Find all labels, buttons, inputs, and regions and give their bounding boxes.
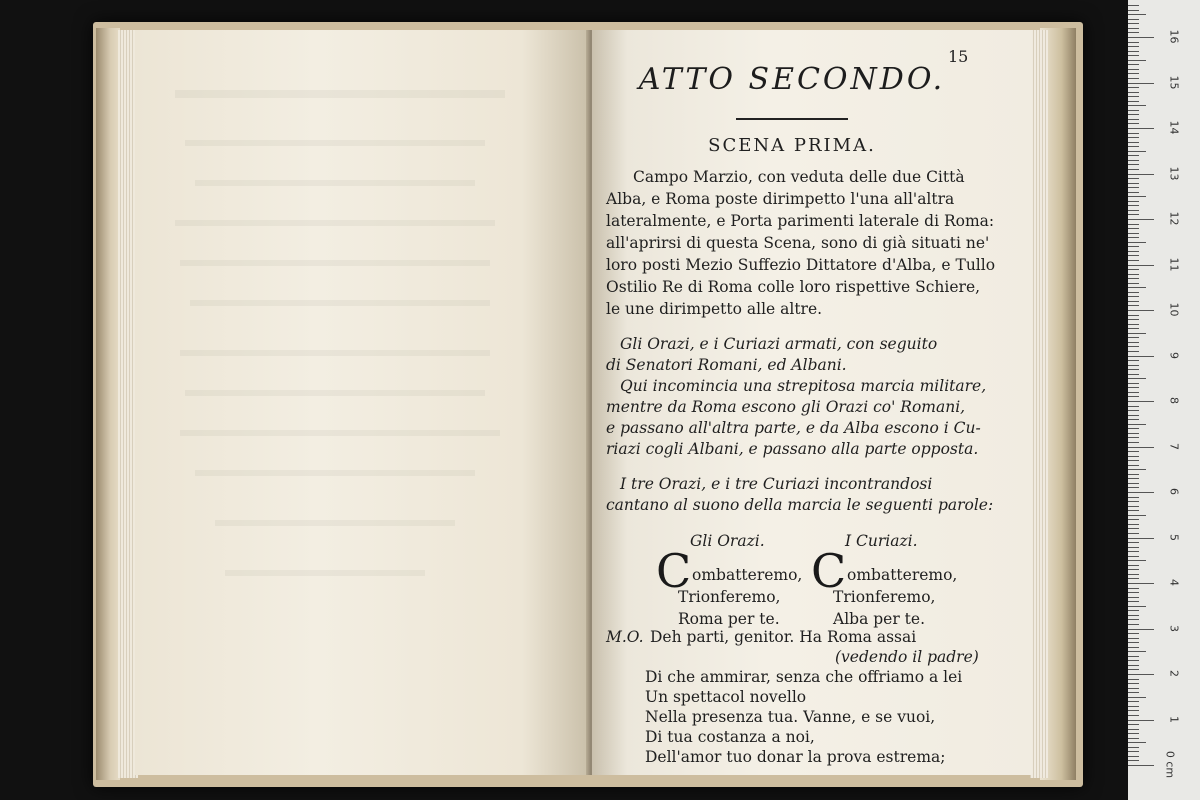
ruler-tick (1128, 137, 1139, 138)
lyric-line-left: ombatteremo, (692, 566, 803, 584)
ruler-tick (1128, 619, 1139, 620)
ruler-tick (1128, 142, 1139, 143)
ruler-label: 3 (1167, 624, 1181, 632)
ruler-tick (1128, 638, 1139, 639)
ruler-tick (1128, 528, 1139, 529)
ruler-tick (1128, 647, 1139, 648)
ruler-tick (1128, 83, 1154, 84)
ruler-tick (1128, 360, 1139, 361)
left-page (135, 30, 590, 775)
ruler-tick (1128, 10, 1139, 11)
ruler-label: 11 (1167, 257, 1181, 271)
ruler-tick (1128, 69, 1139, 70)
stage-line: mentre da Roma escono gli Orazi co' Romani, (606, 398, 966, 416)
ruler-tick (1128, 233, 1139, 234)
ruler-tick (1128, 592, 1139, 593)
ruler-tick (1128, 87, 1139, 88)
ruler-tick (1128, 683, 1139, 684)
ruler-tick (1128, 756, 1139, 757)
ruler-tick (1128, 492, 1154, 493)
ruler-tick (1128, 629, 1154, 630)
ruler-tick (1128, 701, 1139, 702)
ruler-tick (1128, 506, 1139, 507)
stage-line: riazi cogli Albani, e passano alla parte opposta. (606, 440, 979, 458)
ruler-tick (1128, 146, 1139, 147)
ruler-tick (1128, 710, 1139, 711)
ruler-tick (1128, 51, 1139, 52)
ruler-tick (1128, 210, 1139, 211)
ruler-tick (1128, 524, 1139, 525)
ruler-label: 13 (1167, 166, 1181, 180)
speaker-label: M.O. (606, 628, 644, 646)
ruler-tick (1128, 37, 1154, 38)
ruler-tick (1128, 378, 1146, 379)
ruler-tick (1128, 751, 1139, 752)
ruler-tick (1128, 19, 1139, 20)
lyric-line-right: Alba per te. (833, 610, 926, 628)
title-rule (736, 118, 848, 120)
ruler-label (1168, 0, 1181, 1)
ruler-tick (1128, 114, 1139, 115)
ruler-tick (1128, 123, 1139, 124)
ruler-tick (1128, 242, 1146, 243)
ruler-tick (1128, 738, 1139, 739)
ruler-tick (1128, 733, 1139, 734)
ruler-tick (1128, 269, 1139, 270)
ruler-tick (1128, 656, 1139, 657)
ruler-tick (1128, 96, 1139, 97)
ruler-tick (1128, 547, 1139, 548)
ruler-label: 6 (1167, 488, 1181, 495)
ruler-tick (1128, 310, 1154, 311)
page-stack-right (1030, 30, 1048, 778)
act-title: ATTO SECONDO. (638, 62, 946, 97)
ruler-tick (1128, 456, 1139, 457)
ruler-tick (1128, 729, 1139, 730)
ruler-tick (1128, 246, 1139, 247)
ruler-tick (1128, 296, 1139, 297)
ruler-tick (1128, 328, 1139, 329)
ruler-tick (1128, 60, 1146, 61)
ruler-tick (1128, 155, 1139, 156)
ruler-label: 15 (1167, 75, 1181, 89)
ruler-tick (1128, 178, 1139, 179)
ruler-tick (1128, 174, 1154, 175)
speech-line: Un spettacol novello (645, 688, 807, 706)
ruler-tick (1128, 315, 1139, 316)
ruler-tick (1128, 164, 1139, 165)
ruler-tick (1128, 64, 1139, 65)
ruler-tick (1128, 42, 1139, 43)
ruler-tick (1128, 292, 1139, 293)
ruler-label: 16 (1167, 29, 1181, 44)
scene-heading: SCENA PRIMA. (708, 135, 876, 156)
ruler-tick (1128, 319, 1139, 320)
ruler-tick (1128, 128, 1154, 129)
ruler-tick (1128, 447, 1154, 448)
description-line: Campo Marzio, con veduta delle due Città (633, 168, 965, 186)
ruler-tick (1128, 665, 1139, 666)
ruler-tick (1128, 410, 1139, 411)
ruler-label: 5 (1167, 533, 1181, 541)
ruler-tick (1128, 424, 1146, 425)
ruler-label: 12 (1167, 211, 1181, 226)
ruler-tick (1128, 560, 1146, 561)
drop-cap-right: C (811, 544, 847, 598)
speech-line: Dell'amor tuo donar la prova estrema; (645, 748, 946, 766)
march-line: cantano al suono della marcia le seguenti parole: (606, 496, 994, 514)
ruler-tick (1128, 365, 1139, 366)
stage-direction: (vedendo il padre) (835, 648, 979, 666)
ruler-tick (1128, 510, 1139, 511)
ruler-tick (1128, 569, 1139, 570)
ruler-tick (1128, 196, 1146, 197)
ruler-label: 10 (1167, 302, 1181, 317)
ruler-tick (1128, 497, 1139, 498)
ruler-tick (1128, 487, 1139, 488)
ruler-label: 8 (1167, 397, 1181, 404)
ruler-tick (1128, 28, 1139, 29)
ruler-tick (1128, 642, 1139, 643)
ruler-tick (1128, 519, 1139, 520)
ruler-tick (1128, 32, 1139, 33)
ruler-tick (1128, 419, 1139, 420)
ruler-tick (1128, 660, 1139, 661)
ruler-tick (1128, 551, 1139, 552)
speech-line: Di che ammirar, senza che offriamo a lei (645, 668, 963, 686)
ruler-tick (1128, 669, 1139, 670)
ruler-tick (1128, 396, 1139, 397)
ruler-tick (1128, 46, 1139, 47)
ruler-tick (1128, 583, 1154, 584)
description-line: Alba, e Roma poste dirimpetto l'una all'altra (606, 190, 955, 208)
ruler-tick (1128, 305, 1139, 306)
stage-line: Qui incomincia una strepitosa marcia militare, (620, 377, 987, 395)
lyric-line-right: Trionferemo, (833, 588, 936, 606)
ruler-tick (1128, 760, 1139, 761)
ruler-tick (1128, 265, 1154, 266)
ruler-tick (1128, 715, 1139, 716)
drop-cap-left: C (656, 544, 692, 598)
ruler-tick (1128, 55, 1139, 56)
ruler-tick (1128, 387, 1139, 388)
ruler-tick (1128, 205, 1139, 206)
ruler-label: 4 (1167, 579, 1181, 586)
ruler-tick (1128, 383, 1139, 384)
column-head-curiazi: I Curiazi. (845, 532, 918, 550)
ruler-tick (1128, 283, 1139, 284)
ruler-tick (1128, 601, 1139, 602)
ruler-tick (1128, 14, 1146, 15)
ruler-tick (1128, 192, 1139, 193)
lyric-line-left: Roma per te. (678, 610, 780, 628)
ruler-tick (1128, 692, 1139, 693)
ruler-tick (1128, 201, 1139, 202)
ruler-tick (1128, 23, 1139, 24)
ruler-tick (1128, 92, 1139, 93)
ruler-tick (1128, 255, 1139, 256)
ruler-tick (1128, 105, 1146, 106)
ruler-tick (1128, 538, 1154, 539)
ruler-tick (1128, 110, 1139, 111)
ruler-tick (1128, 374, 1139, 375)
ruler-tick (1128, 369, 1139, 370)
ruler-tick (1128, 556, 1139, 557)
ruler-tick (1128, 187, 1139, 188)
ruler-tick (1128, 578, 1139, 579)
ruler-tick (1128, 333, 1146, 334)
march-line: I tre Orazi, e i tre Curiazi incontrandosi (620, 475, 933, 493)
column-head-orazi: Gli Orazi. (690, 532, 765, 550)
ruler-tick (1128, 183, 1139, 184)
ruler-tick (1128, 278, 1139, 279)
ruler-tick (1128, 337, 1139, 338)
ruler-tick (1128, 574, 1139, 575)
ruler-tick (1128, 214, 1139, 215)
lyric-line-left: Trionferemo, (678, 588, 781, 606)
ruler-tick (1128, 465, 1139, 466)
ruler-tick (1128, 169, 1139, 170)
cover-edge-left (96, 28, 120, 780)
ruler-tick (1128, 597, 1139, 598)
ruler-tick (1128, 73, 1139, 74)
ruler-tick (1128, 324, 1139, 325)
description-line: loro posti Mezio Suffezio Dittatore d'Alba, e Tullo (606, 256, 996, 274)
ruler-tick (1128, 515, 1146, 516)
ruler-tick (1128, 260, 1139, 261)
ruler-tick (1128, 251, 1139, 252)
description-line: Ostilio Re di Roma colle loro rispettive Schiere, (606, 278, 981, 296)
stage-line: e passano all'altra parte, e da Alba escono i Cu- (606, 419, 981, 437)
ruler-tick (1128, 706, 1139, 707)
ruler-tick (1128, 133, 1139, 134)
stage-line: di Senatori Romani, ed Albani. (606, 356, 847, 374)
ruler-tick (1128, 342, 1139, 343)
ruler-tick (1128, 406, 1139, 407)
ruler-label: 14 (1167, 120, 1181, 135)
ruler-tick (1128, 474, 1139, 475)
lyric-line-right: ombatteremo, (847, 566, 958, 584)
ruler-label: 9 (1167, 351, 1181, 359)
description-line: lateralmente, e Porta parimenti laterale di Roma: (606, 212, 995, 230)
ruler-tick (1128, 469, 1146, 470)
ruler-tick (1128, 160, 1139, 161)
ruler-tick (1128, 119, 1139, 120)
ruler-tick (1128, 401, 1154, 402)
ruler-tick (1128, 224, 1139, 225)
ruler-tick (1128, 720, 1154, 721)
ruler-tick (1128, 78, 1139, 79)
ruler-tick (1128, 237, 1139, 238)
ruler-tick (1128, 274, 1139, 275)
ruler-tick (1128, 610, 1139, 611)
description-line: all'aprirsi di questa Scena, sono di già situati ne' (606, 234, 990, 252)
ruler-tick (1128, 688, 1139, 689)
ruler-tick (1128, 674, 1154, 675)
ruler-tick (1128, 346, 1139, 347)
ruler-tick (1128, 451, 1139, 452)
ruler-tick (1128, 606, 1146, 607)
ruler-tick (1128, 415, 1139, 416)
ruler-label: 1 (1167, 715, 1181, 723)
ruler-tick (1128, 442, 1139, 443)
ruler-tick (1128, 5, 1139, 6)
ruler-tick (1128, 151, 1146, 152)
speech-line: Di tua costanza a noi, (645, 728, 815, 746)
ruler-tick (1128, 742, 1146, 743)
ruler-tick (1128, 483, 1139, 484)
ruler-tick (1128, 724, 1139, 725)
ruler-tick (1128, 651, 1146, 652)
speech-line: Deh parti, genitor. Ha Roma assai (650, 628, 917, 646)
ruler-tick (1128, 437, 1139, 438)
ruler-tick (1128, 565, 1139, 566)
ruler-tick (1128, 679, 1139, 680)
page-number: 15 (948, 47, 969, 66)
ruler-tick (1128, 747, 1139, 748)
ruler-tick (1128, 633, 1139, 634)
ruler-tick (1128, 301, 1139, 302)
ruler-tick (1128, 460, 1139, 461)
ruler-tick (1128, 287, 1146, 288)
ruler-tick (1128, 765, 1154, 766)
ruler-label: 7 (1167, 442, 1181, 450)
description-line: le une dirimpetto alle altre. (606, 300, 823, 318)
ruler-label: 0 cm (1163, 750, 1177, 779)
ruler-tick (1128, 533, 1139, 534)
ruler-tick (1128, 228, 1139, 229)
stage-line: Gli Orazi, e i Curiazi armati, con seguito (620, 335, 938, 353)
ruler-tick (1128, 356, 1154, 357)
ruler-tick (1128, 219, 1154, 220)
ruler-tick (1128, 433, 1139, 434)
ruler-tick (1128, 615, 1139, 616)
ruler-tick (1128, 351, 1139, 352)
ruler-tick (1128, 697, 1146, 698)
ruler-tick (1128, 478, 1139, 479)
ruler-tick (1128, 624, 1139, 625)
speech-line: Nella presenza tua. Vanne, e se vuoi, (645, 708, 936, 726)
ruler-tick (1128, 501, 1139, 502)
ruler-tick (1128, 428, 1139, 429)
ruler-tick (1128, 392, 1139, 393)
ruler-tick (1128, 542, 1139, 543)
ruler-tick (1128, 588, 1139, 589)
measuring-ruler (1128, 0, 1200, 800)
ruler-tick (1128, 101, 1139, 102)
show-through-text (135, 30, 590, 775)
ruler-label: 2 (1167, 670, 1181, 677)
